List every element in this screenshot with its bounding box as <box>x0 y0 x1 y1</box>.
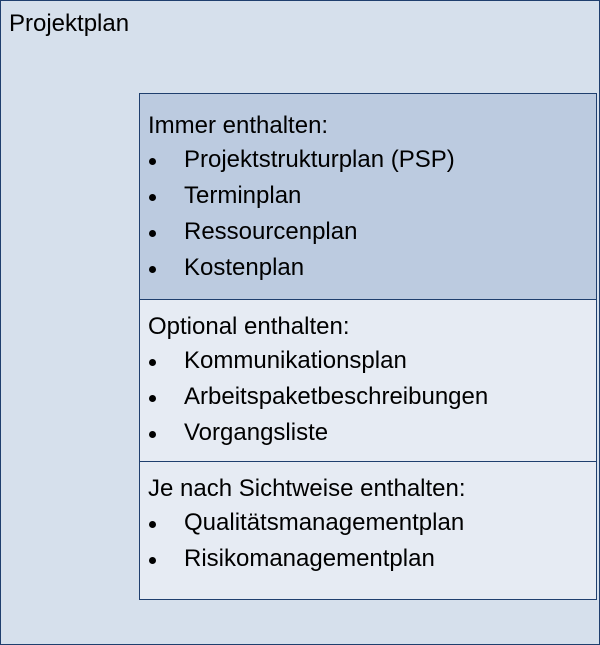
bullet-icon <box>149 266 156 273</box>
bullet-icon <box>149 521 156 528</box>
list-item-label: Projektstrukturplan (PSP) <box>184 146 455 173</box>
bullet-icon <box>149 395 156 402</box>
projektplan-title: Projektplan <box>9 10 130 37</box>
section-depending-on-view <box>139 461 597 600</box>
bullet-icon <box>149 158 156 165</box>
list-item-label: Arbeitspaketbeschreibungen <box>184 383 489 410</box>
list-item-label: Terminplan <box>184 182 302 209</box>
bullet-icon <box>149 194 156 201</box>
section-heading: Je nach Sichtweise enthalten: <box>148 475 466 502</box>
section-heading: Optional enthalten: <box>148 313 350 340</box>
list-item-label: Kostenplan <box>184 254 305 281</box>
section-always-included <box>139 93 597 300</box>
bullet-icon <box>149 359 156 366</box>
bullet-icon <box>149 557 156 564</box>
list-item-label: Ressourcenplan <box>184 218 358 245</box>
section-optional <box>139 299 597 462</box>
list-item-label: Qualitätsmanagementplan <box>184 509 465 536</box>
section-heading: Immer enthalten: <box>148 112 329 139</box>
bullet-icon <box>149 230 156 237</box>
list-item-label: Vorgangsliste <box>184 419 329 446</box>
list-item-label: Risikomanagementplan <box>184 545 435 572</box>
list-item-label: Kommunikationsplan <box>184 347 407 374</box>
bullet-icon <box>149 431 156 438</box>
